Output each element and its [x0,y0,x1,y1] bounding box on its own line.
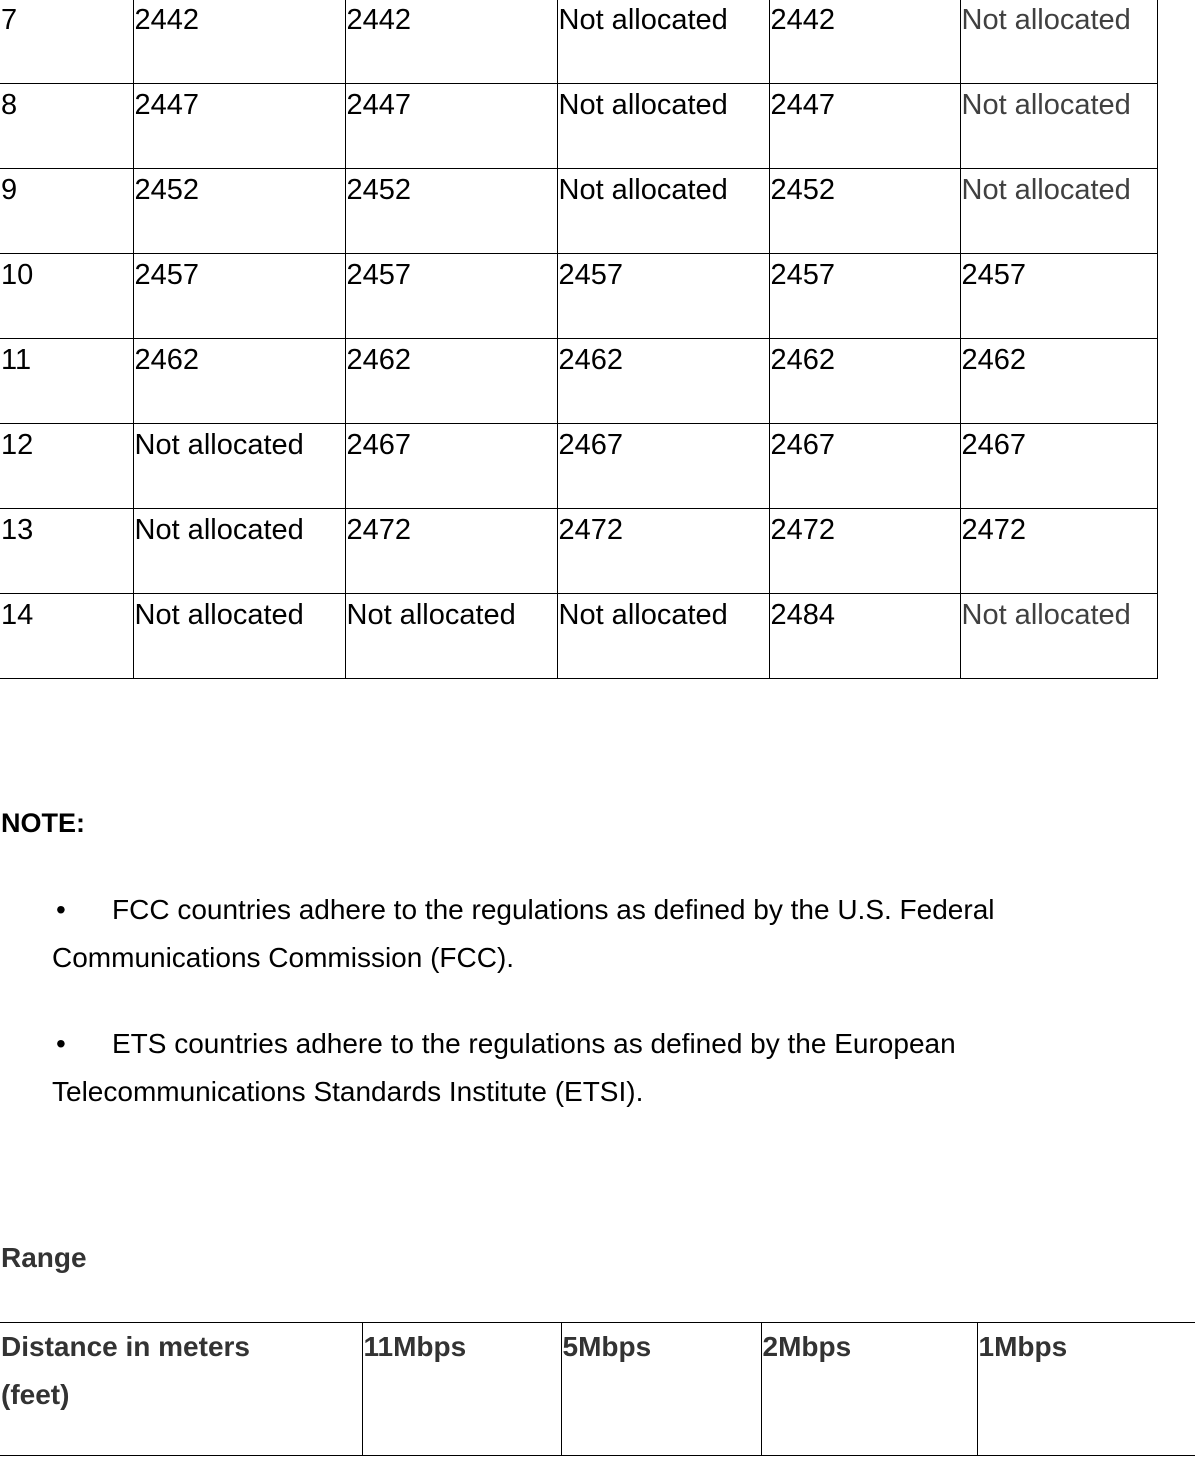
table-cell: 2462 [345,339,557,424]
table-row [0,254,1157,339]
table-row [0,594,1157,679]
bullet-icon: • [56,1028,66,1059]
bullet-icon: • [56,894,66,925]
table-cell: 2452 [769,169,960,254]
table-cell: 2447 [345,84,557,169]
rate-header-cell: 11Mbps [362,1323,561,1456]
table-cell: Not allocated [557,594,769,679]
table-row [0,339,1157,424]
note-bullet-ets [52,1020,1162,1116]
table-cell: 2442 [345,0,557,84]
note-heading: NOTE: [1,808,85,838]
table-cell: Not allocated [960,594,1157,679]
table-cell: 2467 [345,424,557,509]
table-cell: 2472 [769,509,960,594]
channel-number-cell: 12 [0,424,133,509]
bullet-text-line: Telecommunications Standards Institute (ETSI). [52,1076,644,1107]
table-cell: 2447 [133,84,345,169]
table-row [0,509,1157,594]
table-cell: 2457 [557,254,769,339]
table-cell: Not allocated [960,0,1157,84]
table-cell: Not allocated [133,424,345,509]
table-cell: Not allocated [133,594,345,679]
channel-number-cell: 8 [0,84,133,169]
table-cell: Not allocated [960,84,1157,169]
channel-number-cell: 9 [0,169,133,254]
bullet-text-line: Communications Commission (FCC). [52,942,515,973]
range-table [0,1322,1195,1456]
note-bullet-fcc [52,886,1162,982]
table-cell: 2457 [345,254,557,339]
table-cell: 2442 [133,0,345,84]
table-cell: 2467 [960,424,1157,509]
table-cell: Not allocated [557,169,769,254]
table-cell: 2442 [769,0,960,84]
channel-number-cell: 14 [0,594,133,679]
distance-header-line: (feet) [1,1379,70,1410]
channel-number-cell: 10 [0,254,133,339]
table-cell: 2472 [557,509,769,594]
table-row [0,0,1157,84]
table-cell: 2462 [769,339,960,424]
rate-header-cell: 2Mbps [761,1323,977,1456]
table-cell: 2462 [557,339,769,424]
distance-header-line: Distance in meters [1,1331,250,1362]
table-cell: Not allocated [345,594,557,679]
channel-frequency-table [0,0,1158,679]
table-row [0,169,1157,254]
rate-header-cell: 5Mbps [561,1323,761,1456]
table-cell: Not allocated [557,84,769,169]
table-cell: 2457 [769,254,960,339]
table-cell: 2447 [769,84,960,169]
table-cell: 2462 [960,339,1157,424]
table-cell: Not allocated [960,169,1157,254]
table-cell: 2457 [960,254,1157,339]
table-cell: 2452 [133,169,345,254]
channel-number-cell: 11 [0,339,133,424]
table-cell: 2462 [133,339,345,424]
table-row [0,84,1157,169]
range-heading: Range [1,1242,87,1273]
table-cell: 2457 [133,254,345,339]
table-cell: 2452 [345,169,557,254]
table-cell: Not allocated [133,509,345,594]
table-cell: 2472 [960,509,1157,594]
table-cell: 2467 [769,424,960,509]
table-cell: 2484 [769,594,960,679]
table-cell: Not allocated [557,0,769,84]
table-cell: 2467 [557,424,769,509]
range-header-row [0,1323,1195,1456]
channel-number-cell: 7 [0,0,133,84]
rate-header-cell: 1Mbps [977,1323,1195,1456]
bullet-text-line: ETS countries adhere to the regulations as defined by the European [112,1028,956,1059]
channel-number-cell: 13 [0,509,133,594]
table-row [0,424,1157,509]
bullet-text-line: FCC countries adhere to the regulations as defined by the U.S. Federal [112,894,995,925]
distance-header-cell [0,1323,362,1456]
table-cell: 2472 [345,509,557,594]
